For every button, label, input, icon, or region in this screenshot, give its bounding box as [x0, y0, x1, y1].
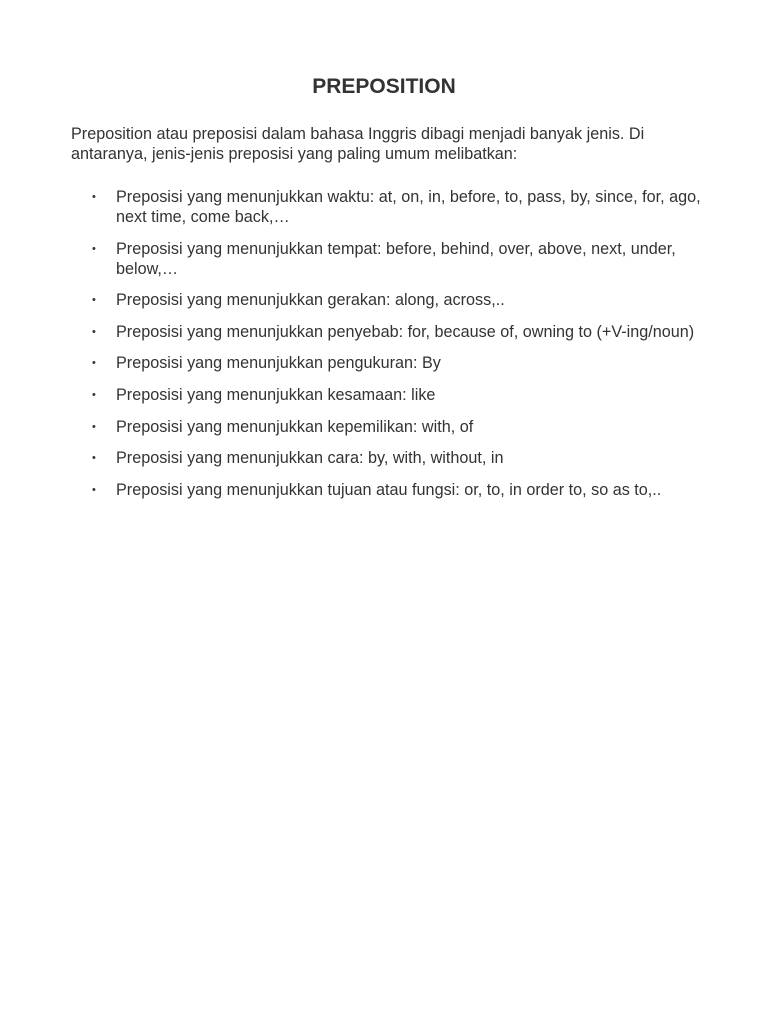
list-item-text: Preposisi yang menunjukkan pengukuran: By — [116, 354, 441, 373]
list-item-text: Preposisi yang menunjukkan kesamaan: like — [116, 385, 436, 404]
list-item-text: Preposisi yang menunjukkan kepemilikan: with, of — [116, 417, 474, 436]
list-item — [71, 322, 701, 342]
page-title: PREPOSITION — [312, 75, 456, 98]
list-item — [71, 385, 701, 405]
bullet-icon: • — [92, 357, 96, 370]
list-item — [71, 417, 701, 437]
bullet-icon: • — [92, 191, 96, 203]
bullet-icon: • — [92, 452, 96, 465]
list-item — [71, 290, 701, 310]
list-item — [71, 239, 701, 279]
list-item-text: Preposisi yang menunjukkan waktu: at, on, in, before, to, pass, by, since, for, ago, next time, come back,… — [116, 188, 701, 226]
preposition-list — [71, 187, 701, 511]
list-item-text: Preposisi yang menunjukkan penyebab: for, because of, owning to (+V-ing/noun) — [116, 322, 695, 341]
bullet-icon: • — [92, 242, 96, 255]
intro-paragraph: Preposition atau preposisi dalam bahasa Inggris dibagi menjadi banyak jenis. Di antaranya, jenis-jenis preposisi yang paling umum melibatkan: — [71, 125, 645, 163]
list-item — [71, 187, 701, 227]
list-item-text: Preposisi yang menunjukkan tujuan atau fungsi: or, to, in order to, so as to,.. — [116, 480, 662, 499]
bullet-icon: • — [92, 483, 96, 496]
bullet-icon: • — [92, 294, 96, 307]
list-item-text: Preposisi yang menunjukkan cara: by, with, without, in — [116, 449, 504, 468]
list-item-text: Preposisi yang menunjukkan gerakan: along, across,.. — [116, 291, 505, 310]
list-item — [71, 448, 701, 468]
bullet-icon: • — [92, 388, 96, 401]
list-item-text: Preposisi yang menunjukkan tempat: before, behind, over, above, next, under, below,… — [116, 239, 676, 278]
list-item — [71, 353, 701, 373]
bullet-icon: • — [92, 420, 96, 433]
list-item — [71, 480, 701, 500]
bullet-icon: • — [92, 325, 96, 338]
